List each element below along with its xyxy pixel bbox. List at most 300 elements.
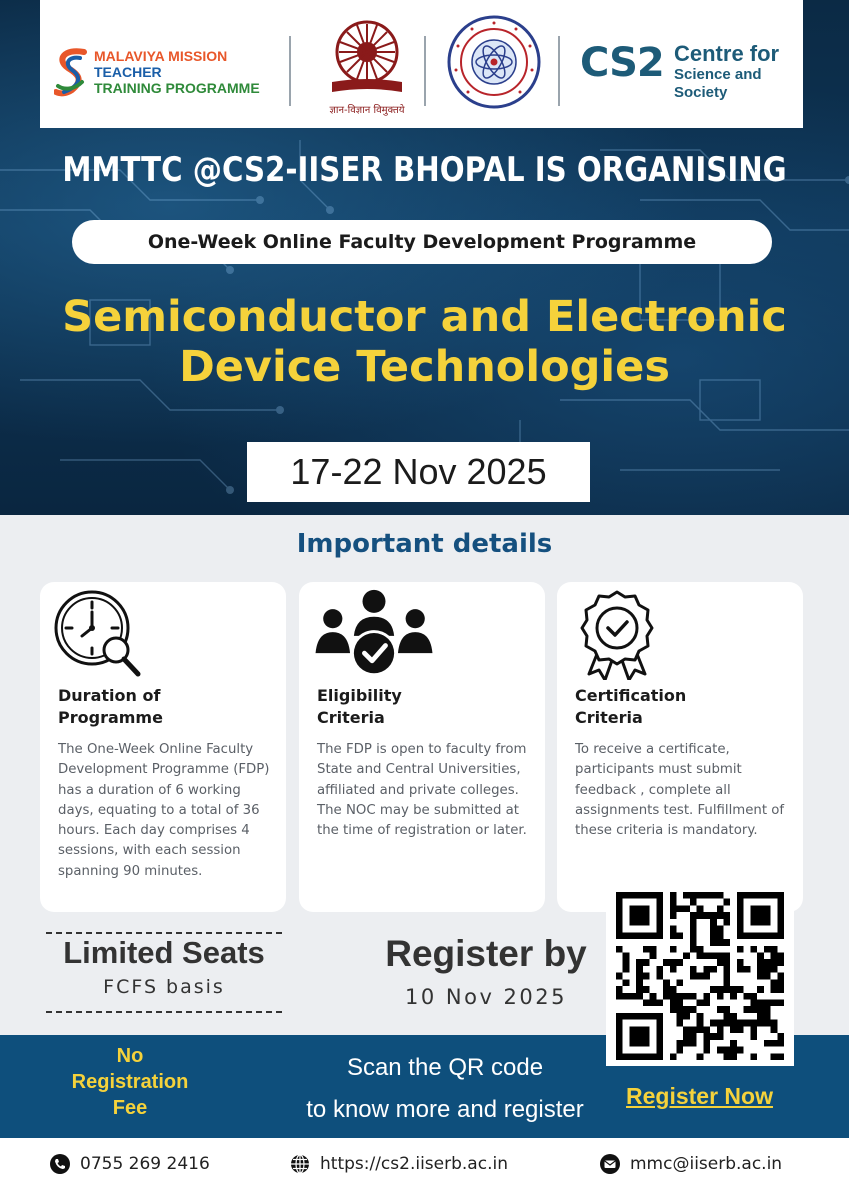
qr-module: [629, 1026, 636, 1033]
qr-module: [717, 892, 724, 899]
qr-module: [697, 1020, 704, 1027]
qr-module: [656, 892, 663, 899]
qr-module: [656, 973, 663, 980]
qr-module: [623, 892, 630, 899]
qr-module: [724, 1047, 731, 1054]
qr-module: [757, 986, 764, 993]
qr-module: [676, 905, 683, 912]
qr-module: [730, 1013, 737, 1020]
qr-module: [663, 979, 670, 986]
no-registration-fee: [40, 1043, 220, 1121]
qr-module: [724, 966, 731, 973]
phone-number[interactable]: 0755 269 2416: [80, 1154, 210, 1174]
qr-module: [656, 1026, 663, 1033]
qr-module: [777, 926, 784, 933]
qr-module: [744, 1020, 751, 1027]
eligibility-title-line1: Eligibility: [317, 686, 402, 705]
cs2-logo: [580, 40, 795, 101]
dashed-divider: [46, 1011, 282, 1013]
qr-module: [737, 1026, 744, 1033]
qr-module: [690, 1033, 697, 1040]
cs2-name-line2: Science and Society: [674, 66, 762, 101]
qr-module: [757, 1013, 764, 1020]
qr-code-icon: [614, 892, 786, 1060]
qr-module: [683, 905, 690, 912]
qr-module: [670, 1053, 677, 1060]
qr-module: [670, 912, 677, 919]
qr-module: [636, 1013, 643, 1020]
qr-module: [757, 952, 764, 959]
register-now-link[interactable]: Register Now: [626, 1083, 773, 1109]
qr-module: [676, 1000, 683, 1007]
qr-module: [717, 939, 724, 946]
qr-module: [683, 1040, 690, 1047]
qr-module: [616, 919, 623, 926]
qr-module: [724, 979, 731, 986]
qr-module: [650, 1053, 657, 1060]
ugc-emblem-icon: [312, 16, 422, 102]
eligibility-title-line2: Criteria: [317, 708, 385, 727]
qr-module: [650, 892, 657, 899]
email-address[interactable]: mmc@iiserb.ac.in: [630, 1154, 783, 1174]
qr-module: [690, 1040, 697, 1047]
qr-module: [676, 959, 683, 966]
qr-module: [750, 892, 757, 899]
qr-module: [703, 1033, 710, 1040]
qr-module: [777, 1000, 784, 1007]
qr-module: [724, 1020, 731, 1027]
programme-title: [0, 292, 849, 392]
qr-module: [777, 959, 784, 966]
qr-module: [636, 932, 643, 939]
qr-module: [636, 966, 643, 973]
qr-module: [656, 926, 663, 933]
qr-module: [616, 993, 623, 1000]
qr-module: [757, 1020, 764, 1027]
qr-module: [623, 966, 630, 973]
qr-module: [777, 973, 784, 980]
qr-module: [670, 905, 677, 912]
qr-module: [710, 926, 717, 933]
programme-dates: 17-22 Nov 2025: [247, 442, 590, 502]
qr-module: [717, 932, 724, 939]
qr-module: [750, 905, 757, 912]
qr-module: [643, 932, 650, 939]
qr-module: [616, 899, 623, 906]
qr-module: [663, 993, 670, 1000]
qr-module: [750, 946, 757, 953]
qr-module: [636, 912, 643, 919]
qr-module: [717, 1026, 724, 1033]
qr-module: [777, 986, 784, 993]
qr-module: [710, 919, 717, 926]
qr-module: [650, 932, 657, 939]
qr-module: [724, 1013, 731, 1020]
iiser-bhopal-logo: [446, 14, 542, 110]
qr-module: [629, 1053, 636, 1060]
qr-module: [764, 959, 771, 966]
qr-module: [690, 973, 697, 980]
malaviya-line1: MALAVIYA MISSION: [94, 48, 228, 64]
qr-module: [764, 966, 771, 973]
qr-module: [650, 1013, 657, 1020]
ugc-logo: [312, 16, 422, 120]
qr-module: [777, 912, 784, 919]
qr-module: [643, 1026, 650, 1033]
logo-bar: [40, 0, 803, 128]
qr-module: [676, 932, 683, 939]
qr-module: [670, 1006, 677, 1013]
qr-module: [737, 932, 744, 939]
qr-module: [764, 912, 771, 919]
qr-module: [650, 993, 657, 1000]
qr-module: [757, 966, 764, 973]
duration-card-text: The One-Week Online Faculty Development Programme (FDP) has a duration of 6 working days, equating to a total of 36 hours. Each day comprises 4 sessions, with each session spanning 90 minutes.: [58, 742, 270, 879]
qr-module: [670, 986, 677, 993]
qr-module: [697, 912, 704, 919]
qr-module: [750, 1020, 757, 1027]
qr-module: [670, 946, 677, 953]
qr-module: [636, 1033, 643, 1040]
qr-module: [616, 1020, 623, 1027]
eligibility-card: [299, 582, 545, 912]
qr-module: [656, 966, 663, 973]
hero-banner: [0, 0, 849, 515]
qr-module: [764, 1020, 771, 1027]
qr-module: [656, 1000, 663, 1007]
iiser-seal-icon: [446, 14, 542, 110]
qr-module: [697, 905, 704, 912]
qr-module: [737, 1020, 744, 1027]
qr-module: [629, 1033, 636, 1040]
qr-module: [616, 1033, 623, 1040]
qr-module: [730, 1020, 737, 1027]
qr-module: [703, 892, 710, 899]
qr-module: [643, 1033, 650, 1040]
qr-module: [750, 1006, 757, 1013]
qr-module: [717, 912, 724, 919]
qr-module: [623, 952, 630, 959]
qr-module: [650, 946, 657, 953]
email-contact: [600, 1152, 782, 1176]
qr-module: [676, 979, 683, 986]
qr-module: [697, 952, 704, 959]
qr-module: [703, 1000, 710, 1007]
qr-module: [616, 986, 623, 993]
qr-module: [676, 1020, 683, 1027]
dashed-divider: [46, 932, 282, 934]
qr-module: [744, 993, 751, 1000]
qr-module: [764, 973, 771, 980]
qr-module: [703, 993, 710, 1000]
qr-module: [710, 1033, 717, 1040]
qr-module: [656, 932, 663, 939]
scan-line1: Scan the QR code: [346, 1054, 544, 1081]
qr-module: [771, 892, 778, 899]
qr-module: [717, 1006, 724, 1013]
qr-module: [643, 1000, 650, 1007]
qr-module: [777, 1053, 784, 1060]
qr-module: [670, 899, 677, 906]
qr-module: [737, 959, 744, 966]
qr-module: [724, 986, 731, 993]
qr-module: [697, 946, 704, 953]
qr-module: [616, 1047, 623, 1054]
certification-title-line2: Criteria: [575, 708, 643, 727]
qr-module: [777, 899, 784, 906]
qr-module: [771, 959, 778, 966]
website-url[interactable]: https://cs2.iiserb.ac.in: [320, 1154, 508, 1174]
qr-module: [636, 919, 643, 926]
certification-card: [557, 582, 803, 912]
qr-module: [697, 1013, 704, 1020]
qr-module: [750, 1000, 757, 1007]
qr-module: [676, 1013, 683, 1020]
qr-module: [663, 959, 670, 966]
qr-module: [690, 919, 697, 926]
qr-module: [750, 1026, 757, 1033]
details-heading: Important details: [296, 529, 553, 559]
malaviya-mission-logo: [54, 46, 274, 106]
malaviya-swoosh-icon: [54, 46, 90, 98]
qr-module: [737, 926, 744, 933]
qr-module: [737, 946, 744, 953]
qr-module: [717, 1020, 724, 1027]
qr-module: [737, 892, 744, 899]
qr-module: [730, 1047, 737, 1054]
qr-module: [724, 1006, 731, 1013]
qr-module: [683, 993, 690, 1000]
qr-module: [750, 1033, 757, 1040]
qr-module: [629, 1013, 636, 1020]
qr-module: [764, 1040, 771, 1047]
qr-module: [643, 905, 650, 912]
qr-module: [636, 993, 643, 1000]
qr-module: [697, 1000, 704, 1007]
qr-module: [744, 966, 751, 973]
qr-module: [757, 912, 764, 919]
qr-module: [683, 1006, 690, 1013]
qr-module: [616, 973, 623, 980]
qr-module: [777, 905, 784, 912]
qr-module: [757, 959, 764, 966]
qr-module: [724, 959, 731, 966]
qr-module: [643, 986, 650, 993]
qr-module: [656, 1053, 663, 1060]
qr-module: [629, 892, 636, 899]
contact-footer: [0, 1138, 849, 1200]
phone-contact: [50, 1152, 210, 1176]
qr-module: [771, 1020, 778, 1027]
qr-module: [616, 926, 623, 933]
fee-line1: No: [116, 1045, 144, 1067]
register-deadline: 10 Nov 2025: [404, 985, 567, 1009]
qr-module: [750, 993, 757, 1000]
qr-module: [710, 939, 717, 946]
qr-module: [757, 892, 764, 899]
qr-module: [623, 1053, 630, 1060]
qr-module: [703, 912, 710, 919]
qr-module: [670, 993, 677, 1000]
qr-module: [771, 966, 778, 973]
qr-module: [629, 905, 636, 912]
qr-module: [650, 1000, 657, 1007]
qr-module: [670, 1000, 677, 1007]
qr-module: [636, 979, 643, 986]
duration-card-title: [58, 685, 278, 729]
qr-module: [703, 1047, 710, 1054]
qr-module: [670, 892, 677, 899]
website-contact: [290, 1152, 508, 1176]
qr-module: [710, 952, 717, 959]
qr-module: [730, 1026, 737, 1033]
duration-title-line2: Programme: [58, 708, 163, 727]
qr-module: [750, 912, 757, 919]
fee-line3: Fee: [112, 1097, 148, 1119]
qr-module: [724, 1053, 731, 1060]
qr-module: [777, 919, 784, 926]
qr-module: [777, 1033, 784, 1040]
qr-module: [703, 973, 710, 980]
organiser-heading: MMTTC @CS2-IISER BHOPAL IS ORGANISING: [62, 150, 787, 190]
qr-module: [777, 1040, 784, 1047]
globe-icon: [290, 1154, 310, 1174]
qr-module: [710, 966, 717, 973]
qr-module: [710, 892, 717, 899]
qr-module: [656, 919, 663, 926]
qr-module: [623, 1013, 630, 1020]
qr-module: [643, 959, 650, 966]
qr-module: [730, 1053, 737, 1060]
qr-module: [623, 932, 630, 939]
fee-line2: Registration: [71, 1071, 189, 1093]
malaviya-line3: TRAINING PROGRAMME: [94, 80, 260, 96]
qr-module: [616, 1040, 623, 1047]
certification-card-title: [575, 685, 795, 729]
qr-module: [737, 905, 744, 912]
qr-module: [676, 1040, 683, 1047]
qr-module: [623, 993, 630, 1000]
qr-module: [697, 892, 704, 899]
malaviya-line2: TEACHER: [94, 64, 162, 80]
qr-module: [690, 932, 697, 939]
qr-module: [683, 1033, 690, 1040]
qr-module: [656, 1047, 663, 1054]
cs2-mark: CS2: [580, 40, 664, 86]
cs2-name-line1: Centre for: [674, 41, 780, 66]
qr-module: [690, 899, 697, 906]
clock-search-icon: [52, 588, 148, 680]
qr-module: [656, 1040, 663, 1047]
qr-module: [750, 932, 757, 939]
qr-module: [764, 1006, 771, 1013]
qr-module: [656, 912, 663, 919]
qr-module: [636, 905, 643, 912]
qr-module: [643, 892, 650, 899]
qr-module: [629, 912, 636, 919]
ugc-tagline: ज्ञान-विज्ञान विमुक्तये: [329, 105, 405, 116]
qr-module: [629, 932, 636, 939]
qr-module: [616, 892, 623, 899]
qr-module: [703, 1040, 710, 1047]
qr-module: [690, 946, 697, 953]
qr-module: [683, 952, 690, 959]
qr-module: [697, 973, 704, 980]
qr-module: [690, 912, 697, 919]
qr-code[interactable]: [606, 886, 794, 1066]
qr-module: [656, 899, 663, 906]
qr-module: [676, 993, 683, 1000]
qr-module: [737, 986, 744, 993]
qr-module: [616, 932, 623, 939]
qr-module: [771, 1053, 778, 1060]
qr-module: [744, 892, 751, 899]
qr-module: [710, 986, 717, 993]
qr-module: [771, 1040, 778, 1047]
qr-module: [676, 1047, 683, 1054]
qr-module: [703, 1026, 710, 1033]
logo-divider: [558, 36, 560, 106]
qr-module: [750, 1053, 757, 1060]
qr-module: [683, 892, 690, 899]
duration-card: [40, 582, 286, 912]
group-check-icon: [309, 588, 439, 680]
qr-module: [643, 1053, 650, 1060]
seats-basis: FCFS basis: [103, 976, 225, 998]
qr-module: [710, 932, 717, 939]
qr-module: [717, 1033, 724, 1040]
qr-module: [616, 946, 623, 953]
qr-module: [764, 1000, 771, 1007]
qr-module: [764, 919, 771, 926]
qr-module: [616, 1026, 623, 1033]
qr-module: [757, 932, 764, 939]
qr-module: [777, 892, 784, 899]
qr-module: [757, 1000, 764, 1007]
qr-module: [683, 1026, 690, 1033]
qr-module: [683, 1013, 690, 1020]
qr-module: [737, 966, 744, 973]
qr-module: [737, 899, 744, 906]
programme-type-pill: One-Week Online Faculty Development Programme: [72, 220, 772, 264]
qr-module: [777, 952, 784, 959]
qr-module: [690, 993, 697, 1000]
qr-module: [623, 959, 630, 966]
qr-module: [670, 932, 677, 939]
qr-module: [643, 919, 650, 926]
qr-module: [629, 919, 636, 926]
qr-module: [636, 1040, 643, 1047]
qr-module: [697, 1026, 704, 1033]
programme-title-line1: Semiconductor and Electronic: [62, 292, 787, 342]
qr-module: [724, 973, 731, 980]
qr-module: [757, 919, 764, 926]
qr-module: [636, 892, 643, 899]
qr-module: [737, 912, 744, 919]
qr-module: [690, 939, 697, 946]
qr-module: [690, 966, 697, 973]
qr-module: [690, 892, 697, 899]
qr-module: [616, 1053, 623, 1060]
qr-module: [730, 993, 737, 1000]
qr-module: [764, 892, 771, 899]
qr-module: [717, 959, 724, 966]
qr-module: [744, 1006, 751, 1013]
qr-module: [724, 939, 731, 946]
qr-module: [730, 1040, 737, 1047]
qr-module: [656, 905, 663, 912]
qr-module: [636, 959, 643, 966]
